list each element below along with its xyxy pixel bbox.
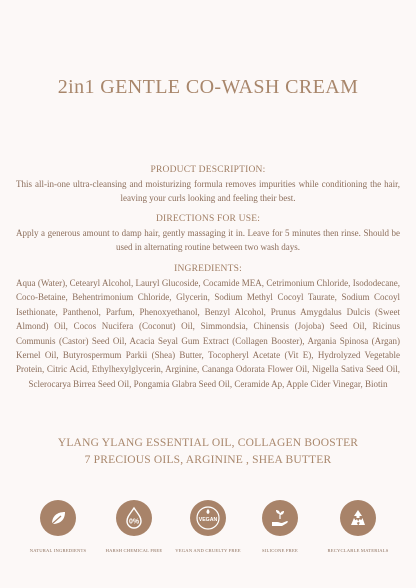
highlights-line-1: YLANG YLANG ESSENTIAL OIL, COLLAGEN BOOSTER [57, 437, 359, 449]
badge-silicone-free [240, 500, 320, 553]
highlights-line-2: 7 PRECIOUS OILS, ARGININE , SHEA BUTTER [84, 454, 332, 466]
description-text: This all-in-one ultra-cleansing and moisturizing formula removes impurities while conditioning the hair, leaving your curls looking and feeling their best. [16, 179, 400, 203]
badge-label: NATURAL INGREDIENTS [29, 548, 87, 553]
badge-label: SILICONE FREE [262, 548, 298, 553]
recycle-icon [340, 500, 376, 536]
directions-section [16, 214, 400, 254]
ingredients-section [16, 264, 400, 391]
zero-percent-drop-icon [116, 500, 152, 536]
product-title: 2in1 GENTLE CO-WASH CREAM [57, 76, 359, 98]
ingredients-heading: INGREDIENTS: [174, 264, 242, 274]
description-heading: PRODUCT DESCRIPTION: [150, 165, 266, 175]
ingredients-text: Aqua (Water), Cetearyl Alcohol, Lauryl Glucoside, Cocamide MEA, Cetrimonium Chloride, Isododecane, Coco-Betaine, Behentrimonium Chloride, Glycerin, Sodium Methyl Cocoyl Taurate, Sodium Cocoyl Isethionate, Panthenol, Parfum, Phenoxyethanol, Benzyl Alcohol, Prunus Amygdalus Dulcis (Sweet Almond) Oil, Cocos Nucifera (Coconut) Oil, Simmondsia, Chinensis (Jojoba) Seed Oil, Ricinus Communis (Castor) Seed Oil, Acacia Seyal Gum Extract (Collagen Booster), Argania Spinosa (Argan) Kernel Oil, Butyrospermum Parkii (Shea) Butter, Tocopheryl Acetate (Vit E), Hydrolyzed Vegetable Protein, Citric Acid, Ethylhexylglycerin, Arginine, Cananga Odorata Flower Oil, Nigella Sativa Seed Oil, Sclerocarya Birrea Seed Oil, Pongamia Glabra Seed Oil, Ceramide Ap, Apple Cider Vinegar, Biotin [16, 278, 400, 389]
vegan-badge-icon [190, 500, 226, 536]
badge-natural-ingredients [18, 500, 98, 553]
directions-heading: DIRECTIONS FOR USE: [155, 214, 261, 224]
badge-label: RECYCLABLE MATERIALS [327, 548, 389, 553]
zero-percent-mark: 0% [128, 518, 140, 526]
leaf-icon [40, 500, 76, 536]
product-description-section [16, 165, 400, 205]
feature-badges [0, 500, 416, 580]
badge-recyclable-materials [318, 500, 398, 553]
badge-label: HARSH CHEMICAL FREE [105, 548, 163, 553]
badge-label: VEGAN AND CRUELTY FREE [175, 548, 241, 553]
badge-vegan-cruelty-free [168, 500, 248, 553]
directions-text: Apply a generous amount to damp hair, gently massaging it in. Leave for 5 minutes then rinse. Should be used in alternating routine between two wash days. [16, 228, 400, 252]
badge-harsh-chemical-free [94, 500, 174, 553]
vegan-mark: VEGAN [198, 517, 218, 523]
hand-plant-icon [262, 500, 298, 536]
